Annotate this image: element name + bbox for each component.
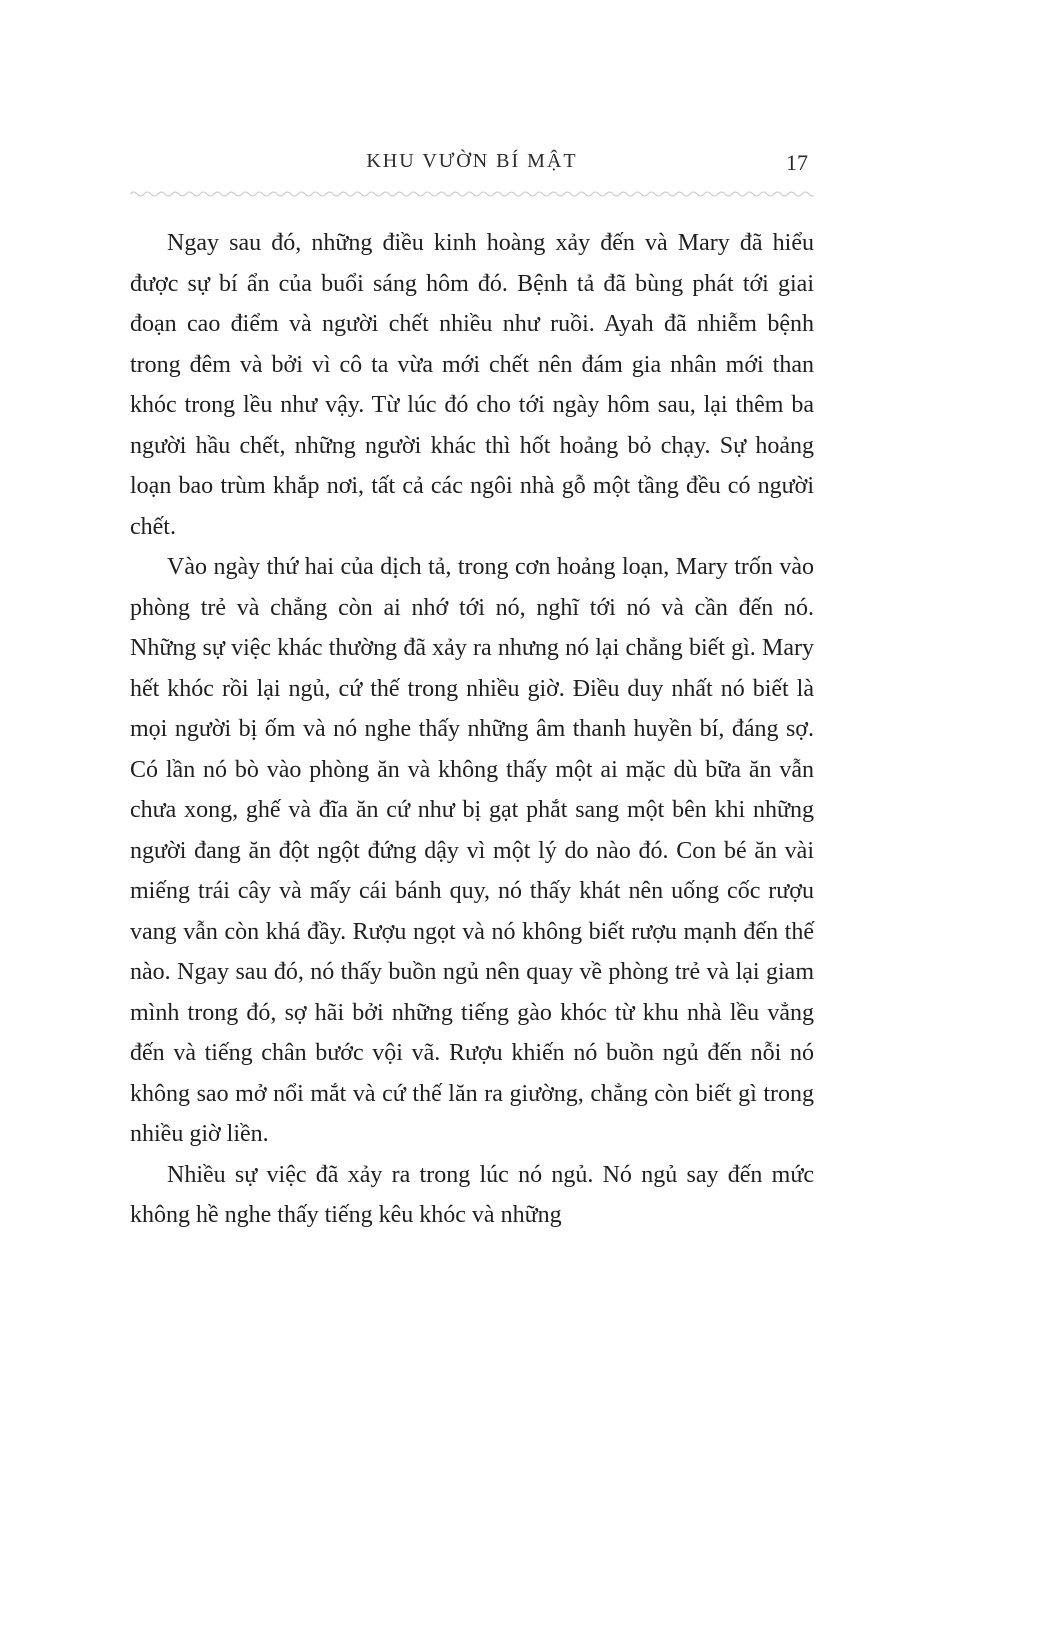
wave-divider: [130, 188, 814, 198]
page-number: 17: [786, 150, 808, 175]
paragraph: Ngay sau đó, những điều kinh hoàng xảy đến và Mary đã hiểu được sự bí ẩn của buổi sáng hôm đó. Bệnh tả đã bùng phát tới giai đoạn cao điểm và người chết nhiều như ruồi. Ayah đã nhiễm bệnh trong đêm và bởi vì cô ta vừa mới chết nên đám gia nhân mới than khóc trong lều như vậy. Từ lúc đó cho tới ngày hôm sau, lại thêm ba người hầu chết, những người khác thì hốt hoảng bỏ chạy. Sự hoảng loạn bao trùm khắp nơi, tất cả các ngôi nhà gỗ một tầng đều có người chết.: [130, 230, 814, 540]
running-header: [130, 150, 814, 180]
paragraph: Nhiều sự việc đã xảy ra trong lúc nó ngủ. Nó ngủ say đến mức không hề nghe thấy tiếng kêu khóc và những: [130, 1161, 814, 1228]
text-column: [130, 150, 814, 1236]
body-text: [130, 223, 814, 1236]
paragraph: Vào ngày thứ hai của dịch tả, trong cơn hoảng loạn, Mary trốn vào phòng trẻ và chẳng còn ai nhớ tới nó, nghĩ tới nó và cần đến nó. Những sự việc khác thường đã xảy ra nhưng nó lại chẳng biết gì. Mary hết khóc rồi lại ngủ, cứ thế trong nhiều giờ. Điều duy nhất nó biết là mọi người bị ốm và nó nghe thấy những âm thanh huyền bí, đáng sợ. Có lần nó bò vào phòng ăn và không thấy một ai mặc dù bữa ăn vẫn chưa xong, ghế và đĩa ăn cứ như bị gạt phắt sang một bên khi những người đang ăn đột ngột đứng dậy vì một lý do nào đó. Con bé ăn vài miếng trái cây và mấy cái bánh quy, nó thấy khát nên uống cốc rượu vang vẫn còn khá đầy. Rượu ngọt và nó không biết rượu mạnh đến thế nào. Ngay sau đó, nó thấy buồn ngủ nên quay về phòng trẻ và lại giam mình trong đó, sợ hãi bởi những tiếng gào khóc từ khu nhà lều vẳng đến và tiếng chân bước vội vã. Rượu khiến nó buồn ngủ đến nỗi nó không sao mở nổi mắt và cứ thế lăn ra giường, chẳng còn biết gì trong nhiều giờ liền.: [130, 554, 814, 1147]
running-header-title: KHU VƯỜN BÍ MẬT: [366, 150, 578, 172]
wave-divider-path: [130, 192, 814, 196]
